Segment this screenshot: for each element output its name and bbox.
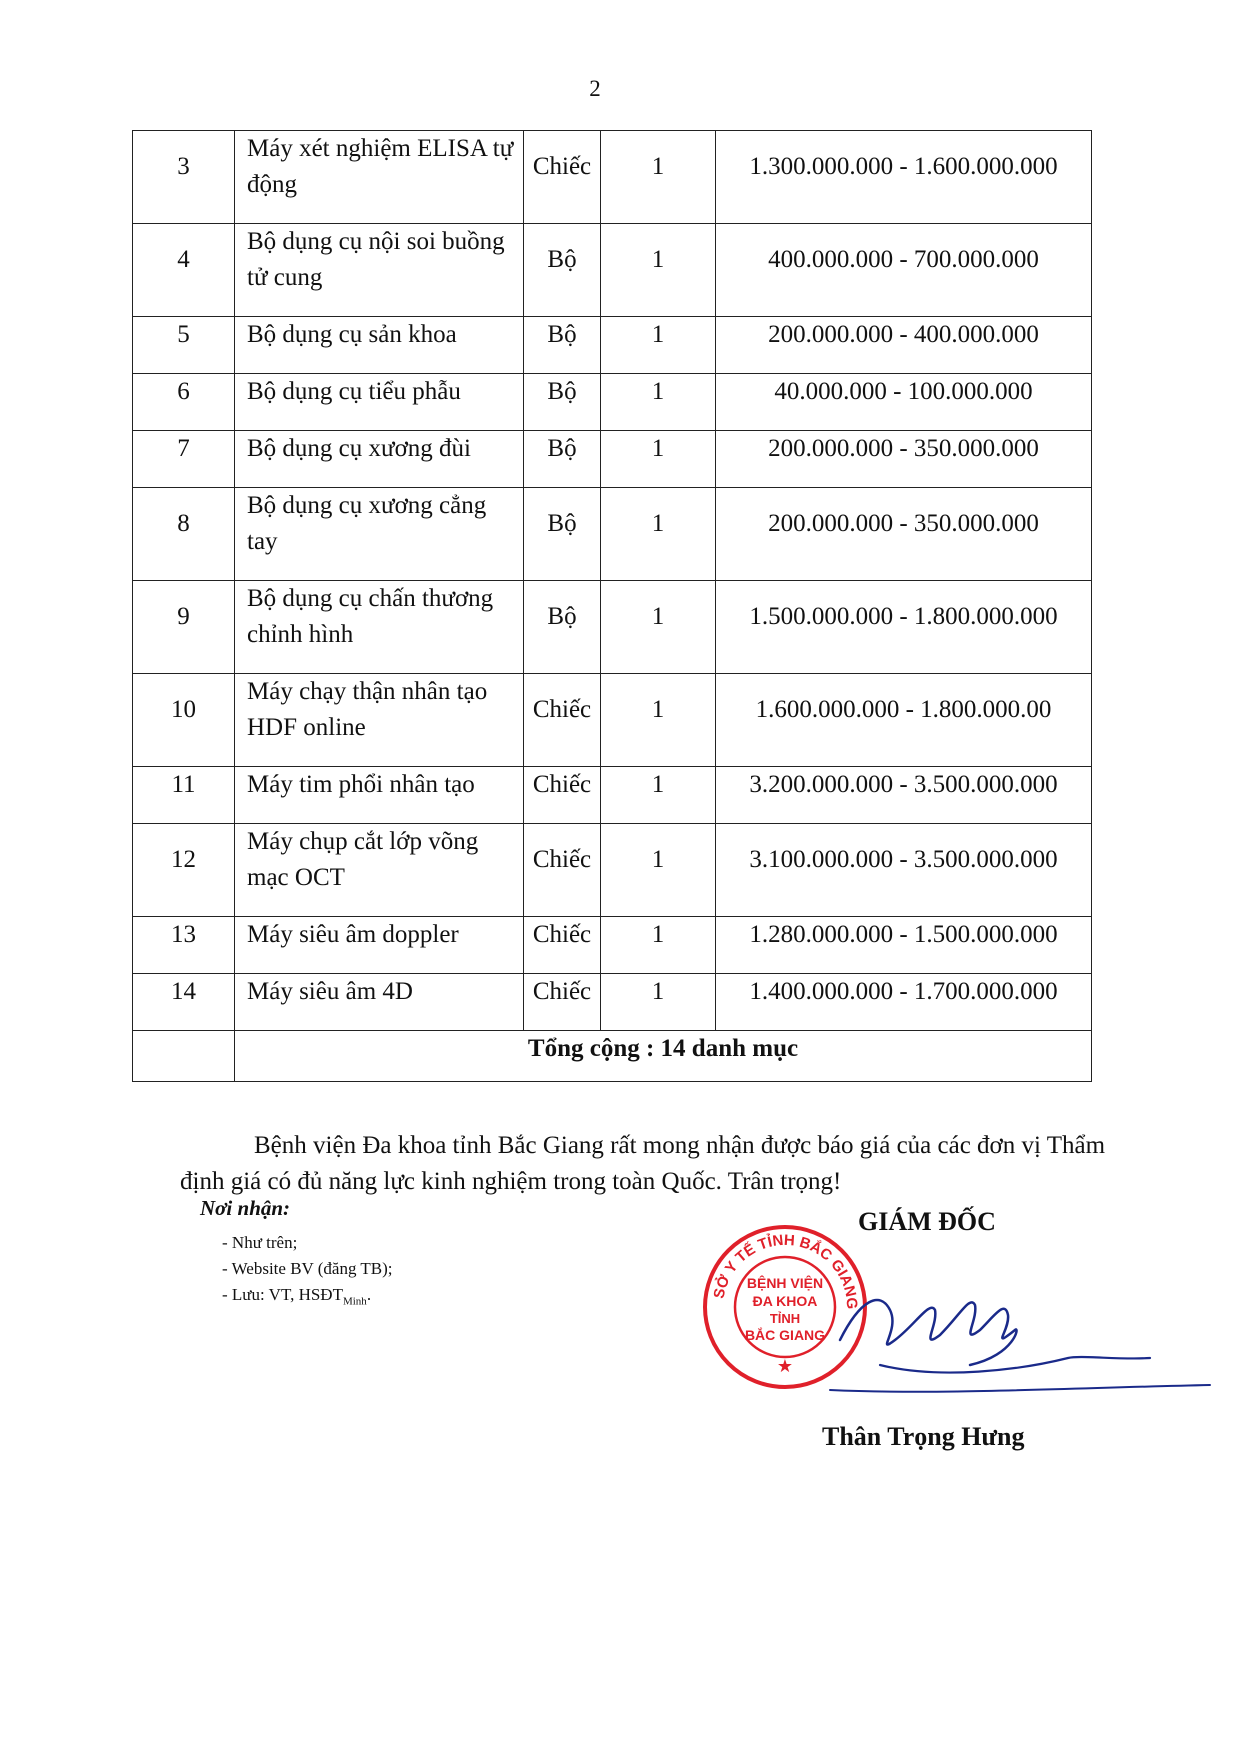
- seal-center-line: BỆNH VIỆN: [746, 1275, 824, 1291]
- item-price-range: 1.600.000.000 - 1.800.000.00: [716, 674, 1092, 767]
- recipient-item-end: .: [366, 1285, 372, 1304]
- item-unit: Bộ: [524, 374, 601, 431]
- row-number: 13: [133, 917, 235, 974]
- table-row: [133, 917, 1092, 974]
- table-total-row: [133, 1031, 1092, 1082]
- signer-name: Thân Trọng Hưng: [822, 1422, 1025, 1451]
- item-price-range: 1.500.000.000 - 1.800.000.000: [716, 581, 1092, 674]
- table-row: [133, 674, 1092, 767]
- director-title: GIÁM ĐỐC: [858, 1207, 996, 1236]
- item-quantity: 1: [601, 917, 716, 974]
- item-quantity: 1: [601, 824, 716, 917]
- row-number: 9: [133, 581, 235, 674]
- table-row: [133, 974, 1092, 1031]
- handwritten-signature: [820, 1270, 1220, 1410]
- recipient-item: [222, 1282, 393, 1314]
- recipient-item-initials: Minh: [342, 1295, 367, 1308]
- item-name: Máy chạy thận nhân tạo HDF online: [235, 674, 524, 767]
- item-quantity: 1: [601, 374, 716, 431]
- item-unit: Chiếc: [524, 767, 601, 824]
- row-number: 3: [133, 131, 235, 224]
- table-row: [133, 767, 1092, 824]
- item-price-range: 3.100.000.000 - 3.500.000.000: [716, 824, 1092, 917]
- table-row: [133, 224, 1092, 317]
- equipment-table: [132, 130, 1092, 1082]
- item-price-range: 200.000.000 - 350.000.000: [716, 431, 1092, 488]
- table-row: [133, 431, 1092, 488]
- row-number: 10: [133, 674, 235, 767]
- item-unit: Bộ: [524, 317, 601, 374]
- page-number: 2: [589, 76, 601, 101]
- item-price-range: 1.300.000.000 - 1.600.000.000: [716, 131, 1092, 224]
- empty-cell: [133, 1031, 235, 1082]
- seal-ring-text: SỞ Y TẾ TỈNH BẮC GIANG: [710, 1231, 861, 1310]
- item-unit: Chiếc: [524, 917, 601, 974]
- item-quantity: 1: [601, 224, 716, 317]
- item-price-range: 200.000.000 - 350.000.000: [716, 488, 1092, 581]
- row-number: 14: [133, 974, 235, 1031]
- item-name: Máy tim phổi nhân tạo: [235, 767, 524, 824]
- table-row: [133, 374, 1092, 431]
- item-price-range: 1.400.000.000 - 1.700.000.000: [716, 974, 1092, 1031]
- row-number: 8: [133, 488, 235, 581]
- item-name: Máy chụp cắt lớp võng mạc OCT: [235, 824, 524, 917]
- item-quantity: 1: [601, 488, 716, 581]
- row-number: 6: [133, 374, 235, 431]
- total-label: Tổng cộng : 14 danh mục: [235, 1031, 1092, 1082]
- item-price-range: 3.200.000.000 - 3.500.000.000: [716, 767, 1092, 824]
- recipient-item: - Website BV (đăng TB);: [222, 1259, 393, 1278]
- row-number: 5: [133, 317, 235, 374]
- item-unit: Chiếc: [524, 824, 601, 917]
- table-row: [133, 581, 1092, 674]
- row-number: 12: [133, 824, 235, 917]
- table-row: [133, 488, 1092, 581]
- item-quantity: 1: [601, 674, 716, 767]
- item-quantity: 1: [601, 317, 716, 374]
- table-row: [133, 131, 1092, 224]
- table-row: [133, 824, 1092, 917]
- item-name: Bộ dụng cụ xương đùi: [235, 431, 524, 488]
- item-name: Bộ dụng cụ chấn thương chỉnh hình: [235, 581, 524, 674]
- item-name: Bộ dụng cụ sản khoa: [235, 317, 524, 374]
- item-name: Bộ dụng cụ tiểu phẫu: [235, 374, 524, 431]
- item-unit: Chiếc: [524, 131, 601, 224]
- item-quantity: 1: [601, 974, 716, 1031]
- item-price-range: 400.000.000 - 700.000.000: [716, 224, 1092, 317]
- item-unit: Bộ: [524, 488, 601, 581]
- recipients-list: [222, 1230, 393, 1314]
- item-name: Bộ dụng cụ xương cẳng tay: [235, 488, 524, 581]
- closing-paragraph: Bệnh viện Đa khoa tỉnh Bắc Giang rất mong nhận được báo giá của các đơn vị Thẩm định giá có đủ năng lực kinh nghiệm trong toàn Quốc. Trân trọng!: [180, 1132, 1106, 1195]
- seal-center-line: ĐA KHOA: [752, 1293, 818, 1309]
- item-unit: Bộ: [524, 581, 601, 674]
- item-price-range: 1.280.000.000 - 1.500.000.000: [716, 917, 1092, 974]
- item-name: Bộ dụng cụ nội soi buồng tử cung: [235, 224, 524, 317]
- item-name: Máy siêu âm 4D: [235, 974, 524, 1031]
- recipients-title: Nơi nhận:: [200, 1196, 291, 1220]
- recipient-item-text: - Lưu: VT, HSĐT: [222, 1285, 343, 1304]
- row-number: 4: [133, 224, 235, 317]
- table-row: [133, 317, 1092, 374]
- item-unit: Chiếc: [524, 674, 601, 767]
- item-unit: Bộ: [524, 431, 601, 488]
- item-name: Máy xét nghiệm ELISA tự động: [235, 131, 524, 224]
- item-unit: Bộ: [524, 224, 601, 317]
- item-quantity: 1: [601, 131, 716, 224]
- recipient-item: - Như trên;: [222, 1233, 298, 1252]
- item-price-range: 40.000.000 - 100.000.000: [716, 374, 1092, 431]
- item-quantity: 1: [601, 581, 716, 674]
- seal-center-line: BẮC GIANG: [744, 1327, 826, 1343]
- item-price-range: 200.000.000 - 400.000.000: [716, 317, 1092, 374]
- item-unit: Chiếc: [524, 974, 601, 1031]
- item-quantity: 1: [601, 431, 716, 488]
- seal-star-icon: ★: [776, 1356, 794, 1376]
- row-number: 7: [133, 431, 235, 488]
- row-number: 11: [133, 767, 235, 824]
- item-name: Máy siêu âm doppler: [235, 917, 524, 974]
- item-quantity: 1: [601, 767, 716, 824]
- seal-center-line: TỈNH: [769, 1311, 801, 1326]
